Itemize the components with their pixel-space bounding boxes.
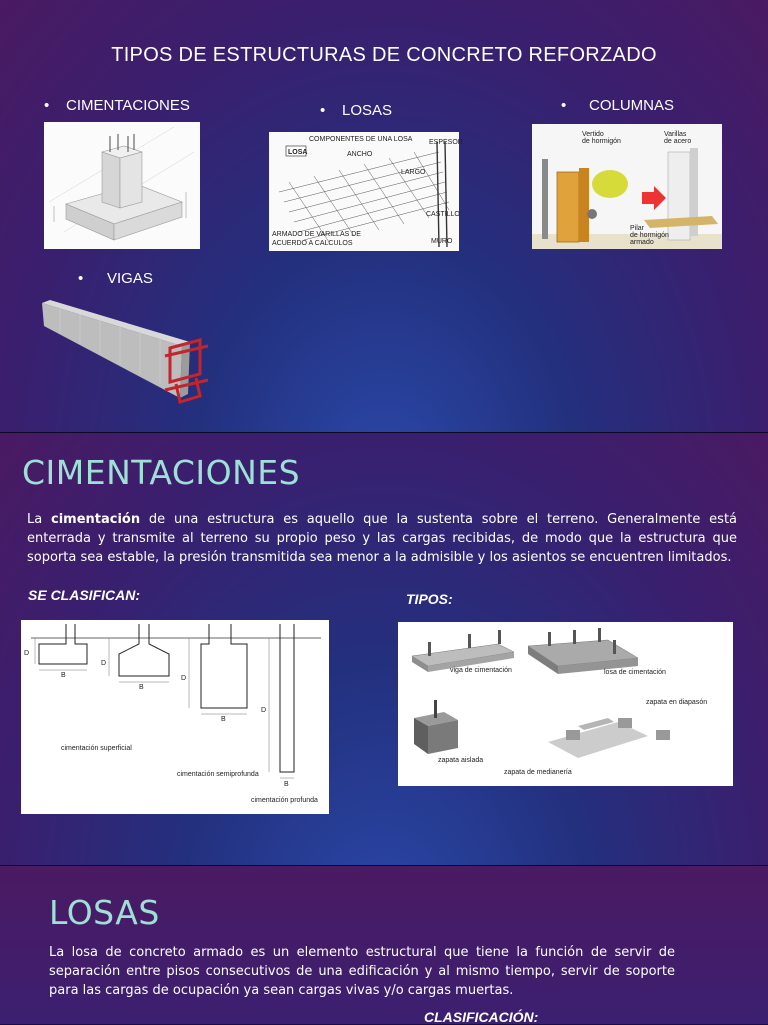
viga-illustration [40, 298, 210, 408]
losa-components-image [269, 132, 463, 251]
losa-heading-label: COMPONENTES DE UNA LOSA [309, 136, 413, 143]
d-label-2: D [101, 660, 107, 667]
b-label-3: B [221, 716, 226, 723]
footing-illustration [44, 122, 200, 249]
armado-label-1: ARMADO DE VARILLAS DE [272, 231, 361, 238]
bullet-losas: • LOSAS [320, 102, 393, 119]
b-label-4: B [284, 781, 289, 788]
bullet-vigas: • VIGAS [78, 270, 153, 287]
pilar-label-3: armado [630, 239, 654, 246]
slide-cimentaciones [0, 433, 768, 865]
losas-heading: LOSAS [49, 893, 160, 932]
bullet-columnas: • COLUMNAS [561, 97, 675, 114]
bullet-cimentaciones: • CIMENTACIONES [44, 97, 190, 114]
d-label-3: D [181, 675, 187, 682]
tipos-label: TIPOS: [406, 591, 453, 607]
column-illustration [532, 124, 722, 249]
pilar-label-2: de hormigón [630, 232, 669, 239]
losa-cimentacion-label: losa de cimentación [604, 669, 666, 676]
semiprofunda-label: cimentación semiprofunda [177, 771, 259, 778]
b-label-2: B [139, 684, 144, 691]
cimentaciones-heading: CIMENTACIONES [22, 453, 301, 492]
profunda-label: cimentación profunda [251, 797, 318, 804]
slide-title: TIPOS DE ESTRUCTURAS DE CONCRETO REFORZADO [111, 44, 657, 66]
losa-label: LOSA [288, 149, 308, 156]
d-label-1: D [24, 650, 30, 657]
clasificacion-label: CLASIFICACIÓN: [424, 1009, 539, 1025]
largo-label: LARGO [401, 169, 426, 176]
varillas-label: Varillas [664, 131, 687, 138]
pilar-label: Pilar [630, 225, 645, 232]
slide-losas [0, 866, 768, 1024]
muro-label: MURO [431, 238, 453, 245]
viga-cimentacion-label: viga de cimentación [450, 667, 512, 674]
clasificacion-diagram [21, 620, 329, 814]
slide-tipos-estructuras [0, 0, 768, 432]
superficial-label: cimentación superficial [61, 745, 132, 752]
varillas-label-2: de acero [664, 138, 692, 145]
foundation-depth-diagram [21, 620, 329, 814]
d-label-4: D [261, 707, 267, 714]
b-label-1: B [61, 672, 66, 679]
cimentaciones-paragraph: La cimentación de una estructura es aquello que la sustenta sobre el terreno. Generalmente está enterrada y transmite al terreno su propio peso y las cargas recibidas, de modo que la estructura que soporta sea estable, la presión transmitida sea menor a la admisible y los asientos se encuentren limitados. [27, 512, 738, 565]
cimentacion-image [44, 122, 200, 249]
foundation-types-illustration [398, 622, 733, 786]
espesor-label: ESPESOR [429, 139, 463, 146]
zapata-medianeria-label: zapata de medianería [504, 769, 572, 776]
zapata-diapason-label: zapata en diapasón [646, 699, 708, 706]
vertido-label-2: de hormigón [582, 138, 621, 145]
se-clasifican-label: SE CLASIFICAN: [28, 587, 140, 603]
vertido-label: Vertido [582, 131, 604, 138]
zapata-aislada-label: zapata aislada [438, 757, 484, 764]
armado-label-2: ACUERDO A CALCULOS [272, 240, 353, 247]
columna-image [532, 124, 722, 249]
tipos-image [398, 622, 733, 786]
losas-paragraph: La losa de concreto armado es un elemento estructural que tiene la función de servir de separación entre pisos consecutivos de una edificación y al mismo tiempo, servir de soporte para las cargas de ocupación ya sean cargas vivas y/o cargas muertas. [49, 945, 675, 998]
castillo-label: CASTILLO [426, 211, 460, 218]
ancho-label: ANCHO [347, 151, 373, 158]
slab-illustration [269, 132, 463, 251]
